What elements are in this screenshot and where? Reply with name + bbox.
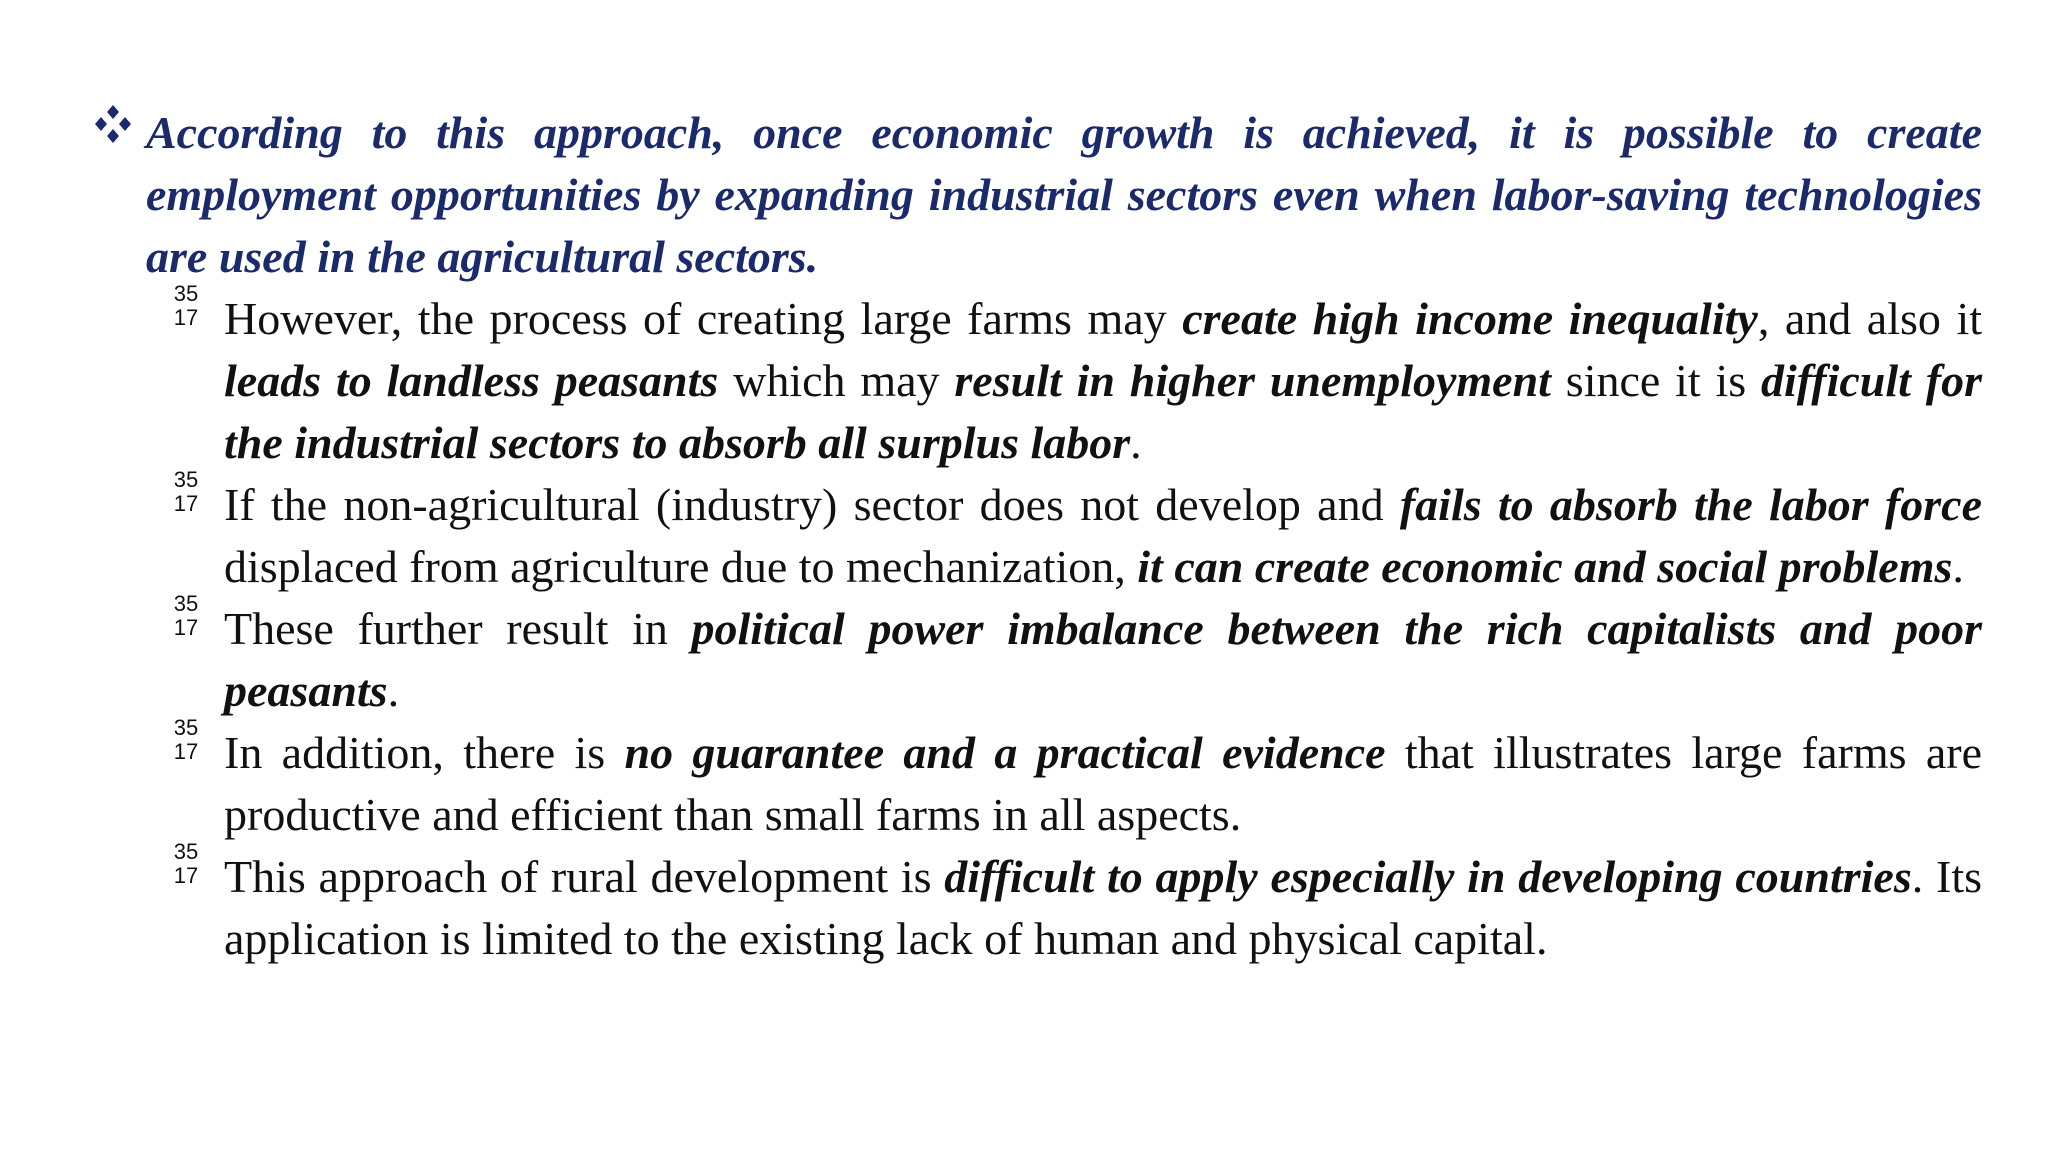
sub-point-text: . <box>1130 417 1142 468</box>
sub-point-2 <box>173 467 1982 598</box>
bullet-bottom-number: 17 <box>173 863 199 888</box>
numeric-stack-bullet-icon <box>168 716 204 764</box>
sub-point-text: which may <box>718 355 955 406</box>
four-diamond-bullet-icon <box>90 101 136 147</box>
numeric-stack-bullet-icon <box>168 282 204 330</box>
emphasis-text: fails to absorb the labor force <box>1399 479 1982 530</box>
emphasis-text: result in higher unemployment <box>954 355 1551 406</box>
numeric-stack-bullet-icon <box>168 592 204 640</box>
emphasis-text: difficult for the industrial sectors to absorb all surplus labor <box>224 355 1982 468</box>
sub-point-text: since it is <box>1550 355 1762 406</box>
sub-point-text: However, the process of creating large farms may <box>224 293 1183 344</box>
main-point-text: According to this approach, once economic growth is achieved, it is possible to create employment opportunities by expanding industrial sectors even when labor-saving technologies are used in the agricultural sectors. <box>146 107 1982 282</box>
sub-point-3 <box>173 591 1982 722</box>
sub-point-1 <box>173 281 1983 474</box>
bullet-bottom-number: 17 <box>173 491 199 516</box>
bullet-bottom-number: 17 <box>173 739 199 764</box>
sub-point-text: . Its application is limited to the existing lack of human and physical capital. <box>224 851 1983 964</box>
sub-point-text: These further result in <box>224 603 692 654</box>
bullet-top-number: 35 <box>173 281 199 306</box>
emphasis-text: leads to landless peasants <box>224 355 719 406</box>
bullet-bottom-number: 17 <box>173 305 199 330</box>
sub-point-4 <box>173 715 1982 846</box>
bullet-top-number: 35 <box>173 839 199 864</box>
emphasis-text: difficult to apply especially in developing countries <box>944 851 1912 902</box>
sub-point-text: . <box>387 665 400 716</box>
sub-point-text: If the non-agricultural (industry) sector does not develop and <box>224 479 1400 530</box>
bullet-bottom-number: 17 <box>173 615 199 640</box>
bullet-top-number: 35 <box>173 715 199 740</box>
sub-point-text: , and also it <box>1757 293 1983 344</box>
sub-point-list <box>173 281 1983 970</box>
emphasis-text: political power imbalance between the rich capitalists and poor peasants <box>224 603 1982 716</box>
sub-point-text: . <box>1952 541 1964 592</box>
emphasis-text: it can create economic and social problems <box>1137 541 1953 592</box>
sub-point-text: displaced from agriculture due to mechanization, <box>224 541 1138 592</box>
numeric-stack-bullet-icon <box>168 468 204 516</box>
emphasis-text: no guarantee and a practical evidence <box>624 727 1386 778</box>
numeric-stack-bullet-icon <box>168 840 204 888</box>
bullet-top-number: 35 <box>173 591 199 616</box>
sub-point-text: In addition, there is <box>224 727 625 778</box>
emphasis-text: create high income inequality <box>1182 293 1758 344</box>
sub-point-5 <box>173 839 1983 970</box>
sub-point-text: that illustrates large farms are productive and efficient than small farms in all aspects. <box>224 727 1982 840</box>
bullet-top-number: 35 <box>173 467 199 492</box>
sub-point-text: This approach of rural development is <box>224 851 945 902</box>
